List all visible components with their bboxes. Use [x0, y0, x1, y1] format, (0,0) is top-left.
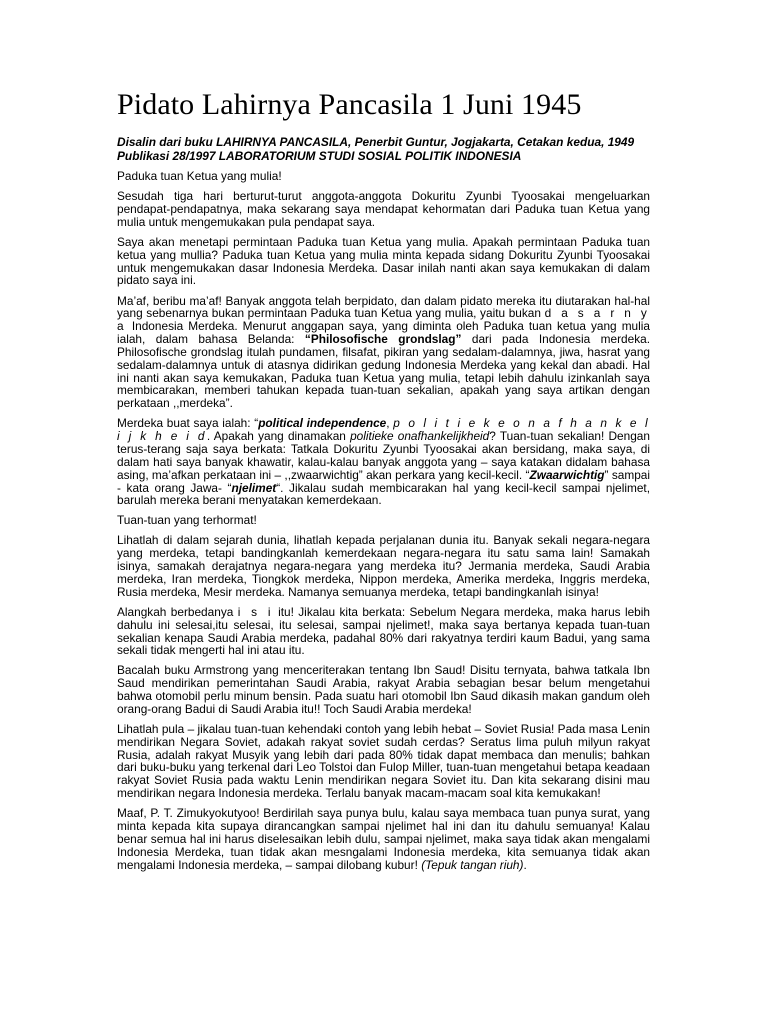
paragraph-4-text-a: Ma’af, beribu ma’af! Banyak anggota telah berpidato, dan dalam pidato mereka itu diutarakan hal-hal yang sebenarnya bukan permintaan Paduka tuan Ketua yang mulia, yaitu bukan — [117, 293, 650, 321]
document-title: Pidato Lahirnya Pancasila 1 Juni 1945 — [117, 88, 582, 121]
spaced-word-isi: i s i — [237, 604, 274, 619]
paragraph-5-text-g: ? Tuan-tuan sekalian! Dengan terus-terang saja saya berkata: Tatkala Dokuritu Zyunbi Tyoosakai akan bersidang, maka saya, di dalam hati saya banyak khawatir, kalau-kalau banyak anggota yang – saya katakan didalam bahasa asing, ma’afkan perkataan ini – ,,zwaarwichtig” akan perkara yang kecil-kecil. “ — [117, 429, 650, 482]
paragraph-4 — [117, 295, 650, 411]
paragraph-5-text-e: . Apakah yang dinamakan — [206, 429, 346, 444]
spaced-word-dasarnya: d a s a r n y a — [117, 306, 651, 334]
paragraph-11-text-a: Maaf, P. T. Zimukyokutyoo! Berdirilah saya punya bulu, kalau saya membaca tuan punya surat, yang minta kepada kita supaya dirancangkan sampai njelimet hal ini dan itu dahulu semuanya! Kalau benar semua hal ini harus diselesaikan lebih dulu, sampai njelimet, maka saya tidak akan mengalami Indonesia Merdeka, tuan tidak akan mesngalami Indonesia merdeka, kita semuanya tidak akan mengalami Indonesia merdeka, – sampai dilobang kubur! — [117, 806, 650, 872]
paragraph-8-text-a: Alangkah berbedanya — [117, 604, 234, 619]
paragraph-11-period: . — [523, 857, 527, 872]
paragraph-4-text-c: Indonesia Merdeka. Menurut anggapan saya, yang diminta oleh Paduka tuan ketua yang mulia ialah, dalam bahasa Belanda: — [117, 319, 650, 347]
publication-line: Publikasi 28/1997 LABORATORIUM STUDI SOSIAL POLITIK INDONESIA — [117, 148, 522, 163]
paragraph-salutation-2: Tuan-tuan yang terhormat! — [117, 513, 257, 528]
spaced-term-onafhankelijkheid: p o l i t i e k e o n a f h a n k e l i j k h e i d — [117, 416, 650, 444]
philosofische-grondslag-term: “Philosofische grondslag” — [304, 332, 462, 347]
paragraph-11 — [117, 807, 650, 871]
paragraph-5 — [117, 417, 650, 507]
source-note — [117, 136, 650, 163]
paragraph-5-text-k: “. Jikalau sudah membicarakan hal yang kecil-kecil sampai njelimet, barulah mereka berani menyatakan kemerdekaan. — [117, 480, 650, 508]
paragraph-2: Sesudah tiga hari berturut-turut anggota-anggota Dokuritu Zyunbi Tyoosakai mengeluarkan pendapat-pendapatnya, maka sekarang saya mendapat kehormatan dari Paduka tuan Ketua yang mulia untuk mengemukakan pula pendapat saya. — [117, 189, 650, 229]
politieke-onafhankelijkheid-term: politieke onafhankelijkheid — [350, 429, 490, 444]
paragraph-3: Saya akan menetapi permintaan Paduka tuan Ketua yang mulia. Apakah permintaan Paduka tuan ketua yang mullia? Paduka tuan Ketua yang mulia minta kepada sidang Dokuritu Zyunbi Tyoosakai untuk mengemukakan dasar Indonesia Merdeka. Dasar inilah nanti akan saya kemukakan di dalam pidato saya ini. — [117, 234, 650, 288]
paragraph-9: Bacalah buku Armstrong yang menceriterakan tentang Ibn Saud! Disitu ternyata, bahwa tatkala Ibn Saud mendirikan pemerintahan Saudi Arabia, rakyat Arabia sebagian besar belum mengetahui bahwa otomobil perlu minum bensin. Pada suatu hari otomobil Ibn Saud dikasih makan gandum oleh orang-orang Badui di Saudi Arabia itu!! Toch Saudi Arabia merdeka! — [117, 663, 650, 716]
paragraph-10: Lihatlah pula – jikalau tuan-tuan kehendaki contoh yang lebih hebat – Soviet Rusia! Pada masa Lenin mendirikan Negara Soviet, adakah rakyat soviet sudah cerdas? Seratus lima puluh milyun rakyat Rusia, adalah rakyat Musyik yang lebih dari pada 80% tidak dapat membaca dan menulis; bahkan dari buku-buku yang terkenal dari Leo Tolstoi dan Fulop Miller, tuan-tuan mengetahui betapa keadaan rakyat Soviet Rusia pada waktu Lenin mendirikan negara Soviet itu. Dan kita sekarang disini mau mendirikan negara Indonesia merdeka. Terlalu banyak macam-macam soal kita kemukakan! — [117, 721, 650, 801]
paragraph-8-text-c: itu! Jikalau kita berkata: Sebelum Negara merdeka, maka harus lebih dahulu ini selesai,itu selesai, itu selesai, sampai njelimet!, maka saya bertanya kepada tuan-tuan sekalian kenapa Saudi Arabia merdeka, padahal 80% dari rakyatnya terdiri kaum Badui, yang sama sekali tidak mengerti hal ini atau itu. — [117, 604, 650, 658]
paragraph-4-text-e: dari pada Indonesia merdeka. Philosofische grondslag itulah pundamen, filsafat, pikiran yang sedalam-dalamnya, jiwa, hasrat yang sedalam-dalamnya untuk di atasnya didirikan gedung Indonesia Merdeka yang kekal dan abadi. Hal ini nanti akan saya kemukakan, Paduka tuan Ketua yang mulia, tetapi lebih dahulu izinkanlah saya membicarakan, memberi tahukan kepada tuan-tuan sekalian, apakah yang saya artikan dengan perkataan ,,merdeka”. — [117, 332, 650, 411]
paragraph-8 — [117, 606, 650, 657]
paragraph-7: Lihatlah di dalam sejarah dunia, lihatlah kepada perjalanan dunia itu. Banyak sekali negara-negara yang merdeka, tetapi bandingkanlah kemerdekaan negara-negara itu satu sama lain! Samakah isinya, samakah derajatnya negara-negara yang merdeka itu? Jermania merdeka, Saudi Arabia merdeka, Iran merdeka, Tiongkok merdeka, Nippon merdeka, Amerika merdeka, Inggris merdeka, Rusia merdeka, Mesir merdeka. Namanya semuanya merdeka, tetapi bandingkanlah isinya! — [117, 533, 650, 599]
political-independence-term: political independence — [258, 416, 387, 431]
njelimet-term: njelimet — [231, 480, 277, 495]
source-line: Disalin dari buku LAHIRNYA PANCASILA, Penerbit Guntur, Jogjakarta, Cetakan kedua, 1949 — [117, 135, 635, 149]
paragraph-5-text-a: Merdeka buat saya ialah: “ — [117, 416, 259, 431]
paragraph-5-text-i: ” sampai - kata orang Jawa- “ — [117, 467, 651, 495]
zwaarwichtig-term: Zwaarwichtig — [529, 467, 605, 482]
applause-note: (Tepuk tangan riuh) — [421, 857, 524, 872]
paragraph-5-comma: , — [386, 416, 390, 431]
paragraph-salutation: Paduka tuan Ketua yang mulia! — [117, 169, 282, 184]
